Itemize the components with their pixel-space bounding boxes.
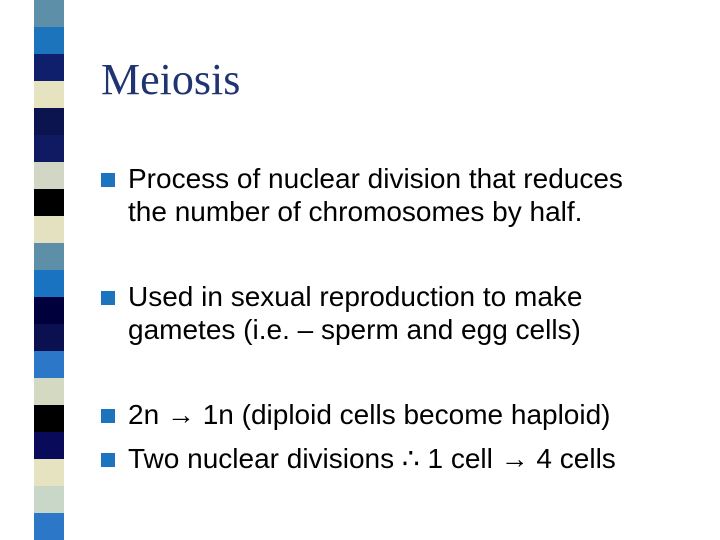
stripe-block [34, 27, 64, 54]
square-bullet-icon [101, 453, 115, 467]
stripe-block [34, 486, 64, 513]
square-bullet-icon [101, 291, 115, 305]
stripe-block [34, 81, 64, 108]
stripe-block [34, 513, 64, 540]
decorative-stripe [34, 0, 64, 540]
stripe-block [34, 243, 64, 270]
bullet-line: Process of nuclear division that reduces [128, 163, 623, 194]
stripe-block [34, 108, 64, 135]
bullet-list [101, 0, 711, 540]
bullet-line: Used in sexual reproduction to make [128, 281, 583, 312]
bullet-text [128, 398, 611, 431]
square-bullet-icon [101, 409, 115, 423]
stripe-block [34, 270, 64, 297]
stripe-block [34, 54, 64, 81]
stripe-block [34, 324, 64, 351]
stripe-block [34, 135, 64, 162]
slide-title: Meiosis [101, 55, 241, 104]
stripe-block [34, 378, 64, 405]
bullet-text [128, 442, 616, 475]
square-bullet-icon [101, 173, 115, 187]
stripe-block [34, 162, 64, 189]
bullet-line: Two nuclear divisions ∴ 1 cell → 4 cells [128, 443, 616, 474]
stripe-block [34, 459, 64, 486]
stripe-block [34, 351, 64, 378]
bullet-line: 2n → 1n (diploid cells become haploid) [128, 399, 611, 430]
bullet-text [128, 162, 623, 228]
stripe-block [34, 216, 64, 243]
stripe-block [34, 189, 64, 216]
stripe-block [34, 297, 64, 324]
stripe-block [34, 405, 64, 432]
stripe-block [34, 0, 64, 27]
stripe-block [34, 432, 64, 459]
bullet-text [128, 280, 582, 346]
bullet-line: gametes (i.e. – sperm and egg cells) [128, 314, 581, 345]
bullet-line: the number of chromosomes by half. [128, 196, 583, 227]
